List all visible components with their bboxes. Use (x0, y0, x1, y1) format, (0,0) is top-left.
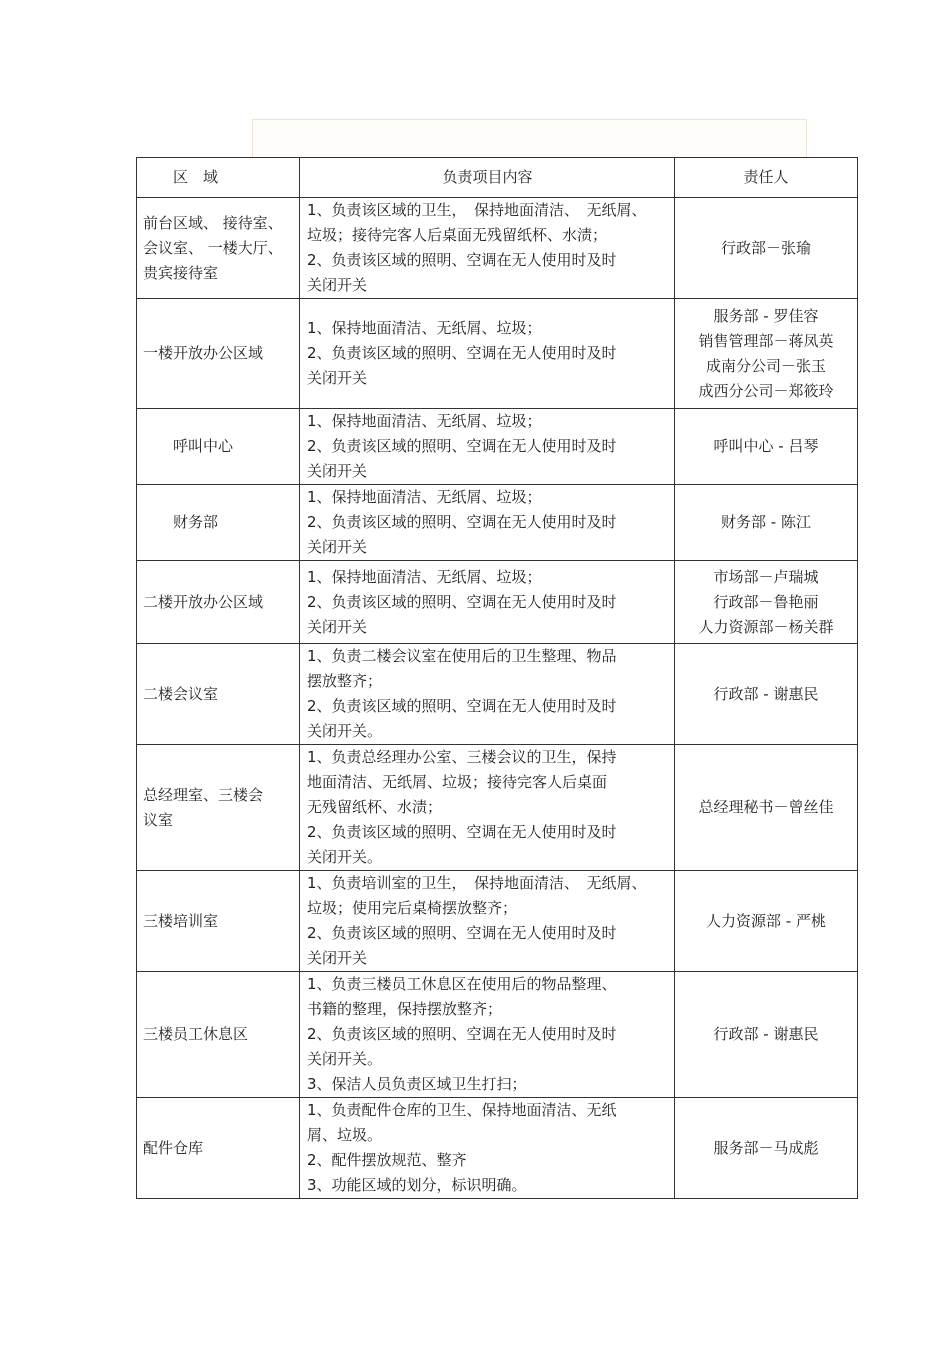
content-cell-line: 3、功能区域的划分，标识明确。 (307, 1176, 527, 1194)
content-cell (300, 299, 675, 409)
area-cell-line: 一楼开放办公区域 (143, 344, 264, 362)
owner-cell-line: 人力资源部 - 严桃 (706, 911, 826, 930)
owner-cell (675, 871, 858, 972)
content-cell-line: 2、配件摆放规范、整齐 (307, 1151, 467, 1169)
area-cell (137, 198, 300, 299)
content-cell (300, 1098, 675, 1199)
content-cell-line: 垃圾；接待完客人后桌面无残留纸杯、水渍； (307, 226, 608, 244)
area-cell-line: 议室 (143, 810, 174, 829)
owner-cell-line: 成南分公司－张玉 (705, 356, 826, 375)
owner-cell (675, 299, 858, 409)
area-cell (137, 972, 300, 1098)
area-cell-line: 配件仓库 (143, 1138, 204, 1157)
content-cell-line: 1、保持地面清洁、无纸屑、垃圾； (307, 567, 542, 586)
header-strip (252, 119, 807, 157)
table-row (137, 871, 858, 972)
content-cell-line: 关闭开关。 (307, 722, 383, 740)
content-cell-line: 2、负责该区域的照明、空调在无人使用时及时 (307, 344, 617, 362)
table-row (137, 198, 858, 299)
content-cell-line: 1、负责三楼员工休息区在使用后的物品整理、 (307, 975, 617, 993)
content-cell-line: 关闭开关 (307, 369, 368, 387)
area-cell-line: 三楼员工休息区 (143, 1025, 249, 1043)
content-cell-line: 2、负责该区域的照明、空调在无人使用时及时 (307, 437, 617, 455)
owner-cell-line: 行政部 - 谢惠民 (713, 684, 819, 703)
content-cell-line: 1、保持地面清洁、无纸屑、垃圾； (307, 412, 542, 430)
content-cell-line: 关闭开关 (307, 538, 368, 556)
owner-cell (675, 485, 858, 561)
content-cell-line: 屑、垃圾。 (307, 1126, 383, 1144)
content-cell-line: 地面清洁、无纸屑、垃圾；接待完客人后桌面 (307, 773, 608, 791)
table-row (137, 409, 858, 485)
table-row (137, 1098, 858, 1199)
owner-cell-line: 人力资源部－杨关群 (698, 617, 834, 636)
content-cell-line: 关闭开关。 (307, 848, 383, 866)
owner-cell-line: 呼叫中心 - 吕琴 (713, 437, 819, 455)
table-row (137, 299, 858, 409)
content-cell-line: 1、负责培训室的卫生， 保持地面清洁、 无纸屑、 (307, 874, 647, 892)
owner-cell (675, 745, 858, 871)
content-cell-line: 3、保洁人员负责区域卫生打扫； (307, 1075, 527, 1093)
area-cell-line: 贵宾接待室 (143, 263, 219, 282)
owner-cell-line: 销售管理部－蒋凤英 (698, 331, 834, 350)
content-cell-line: 2、负责该区域的照明、空调在无人使用时及时 (307, 924, 617, 942)
owner-cell (675, 409, 858, 485)
content-cell (300, 198, 675, 299)
content-cell (300, 409, 675, 485)
table-header-row (137, 158, 858, 198)
content-cell-line: 1、负责二楼会议室在使用后的卫生整理、物品 (307, 647, 617, 665)
content-cell-line: 2、负责该区域的照明、空调在无人使用时及时 (307, 1025, 617, 1043)
content-cell (300, 644, 675, 745)
content-cell-line: 关闭开关 (307, 462, 368, 480)
content-cell-line: 关闭开关 (307, 276, 368, 294)
area-cell-line: 会议室、 一楼大厅、 (143, 238, 283, 257)
table-row (137, 561, 858, 644)
content-cell-line: 2、负责该区域的照明、空调在无人使用时及时 (307, 513, 617, 531)
area-cell (137, 871, 300, 972)
content-cell-line: 2、负责该区域的照明、空调在无人使用时及时 (307, 697, 617, 715)
content-cell (300, 485, 675, 561)
table-body (137, 198, 858, 1199)
area-cell-line: 二楼会议室 (143, 684, 219, 703)
content-cell-line: 2、负责该区域的照明、空调在无人使用时及时 (307, 592, 617, 611)
owner-cell (675, 972, 858, 1098)
area-cell-line: 财务部 (173, 513, 219, 531)
column-header-area: 区 域 (137, 158, 300, 198)
area-cell (137, 561, 300, 644)
owner-cell-line: 行政部 - 谢惠民 (713, 1025, 819, 1043)
owner-cell (675, 198, 858, 299)
owner-cell-line: 财务部 - 陈江 (721, 513, 811, 531)
owner-cell (675, 561, 858, 644)
owner-cell (675, 644, 858, 745)
owner-cell-line: 行政部－张瑜 (720, 238, 811, 257)
content-cell-line: 摆放整齐； (307, 672, 383, 690)
content-cell-line: 书籍的整理，保持摆放整齐； (307, 1000, 503, 1018)
content-cell-line: 关闭开关 (307, 949, 368, 967)
content-cell (300, 745, 675, 871)
area-cell-line: 三楼培训室 (143, 911, 219, 930)
content-cell-line: 2、负责该区域的照明、空调在无人使用时及时 (307, 251, 617, 269)
content-cell-line: 1、负责总经理办公室、三楼会议的卫生，保持 (307, 748, 617, 766)
table-row (137, 745, 858, 871)
area-cell (137, 644, 300, 745)
area-cell-line: 二楼开放办公区域 (143, 592, 264, 611)
content-cell-line: 无残留纸杯、水渍； (307, 798, 443, 816)
owner-cell-line: 成西分公司－郑筱玲 (698, 381, 834, 400)
table-row (137, 644, 858, 745)
content-cell-line: 1、保持地面清洁、无纸屑、垃圾； (307, 319, 542, 337)
column-header-content: 负责项目内容 (300, 158, 675, 198)
area-cell-line: 总经理室、三楼会 (143, 785, 264, 804)
content-cell-line: 关闭开关。 (307, 1050, 383, 1068)
owner-cell-line: 服务部－马成彪 (713, 1138, 819, 1157)
area-cell (137, 1098, 300, 1199)
content-cell-line: 1、负责该区域的卫生， 保持地面清洁、 无纸屑、 (307, 201, 647, 219)
content-cell-line: 1、负责配件仓库的卫生、保持地面清洁、无纸 (307, 1101, 617, 1119)
content-cell (300, 871, 675, 972)
area-cell-line: 呼叫中心 (173, 437, 234, 455)
content-cell-line: 关闭开关 (307, 617, 368, 636)
table-row (137, 972, 858, 1098)
content-cell (300, 561, 675, 644)
owner-cell-line: 服务部 - 罗佳容 (713, 306, 819, 325)
area-cell (137, 299, 300, 409)
table-row (137, 485, 858, 561)
area-cell-line: 前台区域、 接待室、 (143, 213, 283, 232)
owner-cell-line: 总经理秘书－曾丝佳 (698, 798, 834, 816)
owner-cell-line: 市场部－卢瑞城 (713, 567, 819, 586)
column-header-owner: 责任人 (675, 158, 858, 198)
content-cell-line: 垃圾；使用完后桌椅摆放整齐； (307, 899, 518, 917)
content-cell-line: 1、保持地面清洁、无纸屑、垃圾； (307, 488, 542, 506)
area-cell (137, 409, 300, 485)
owner-cell (675, 1098, 858, 1199)
area-cell (137, 485, 300, 561)
content-cell (300, 972, 675, 1098)
duty-table (136, 157, 858, 1199)
content-cell-line: 2、负责该区域的照明、空调在无人使用时及时 (307, 823, 617, 841)
area-cell (137, 745, 300, 871)
owner-cell-line: 行政部－鲁艳丽 (713, 592, 819, 611)
